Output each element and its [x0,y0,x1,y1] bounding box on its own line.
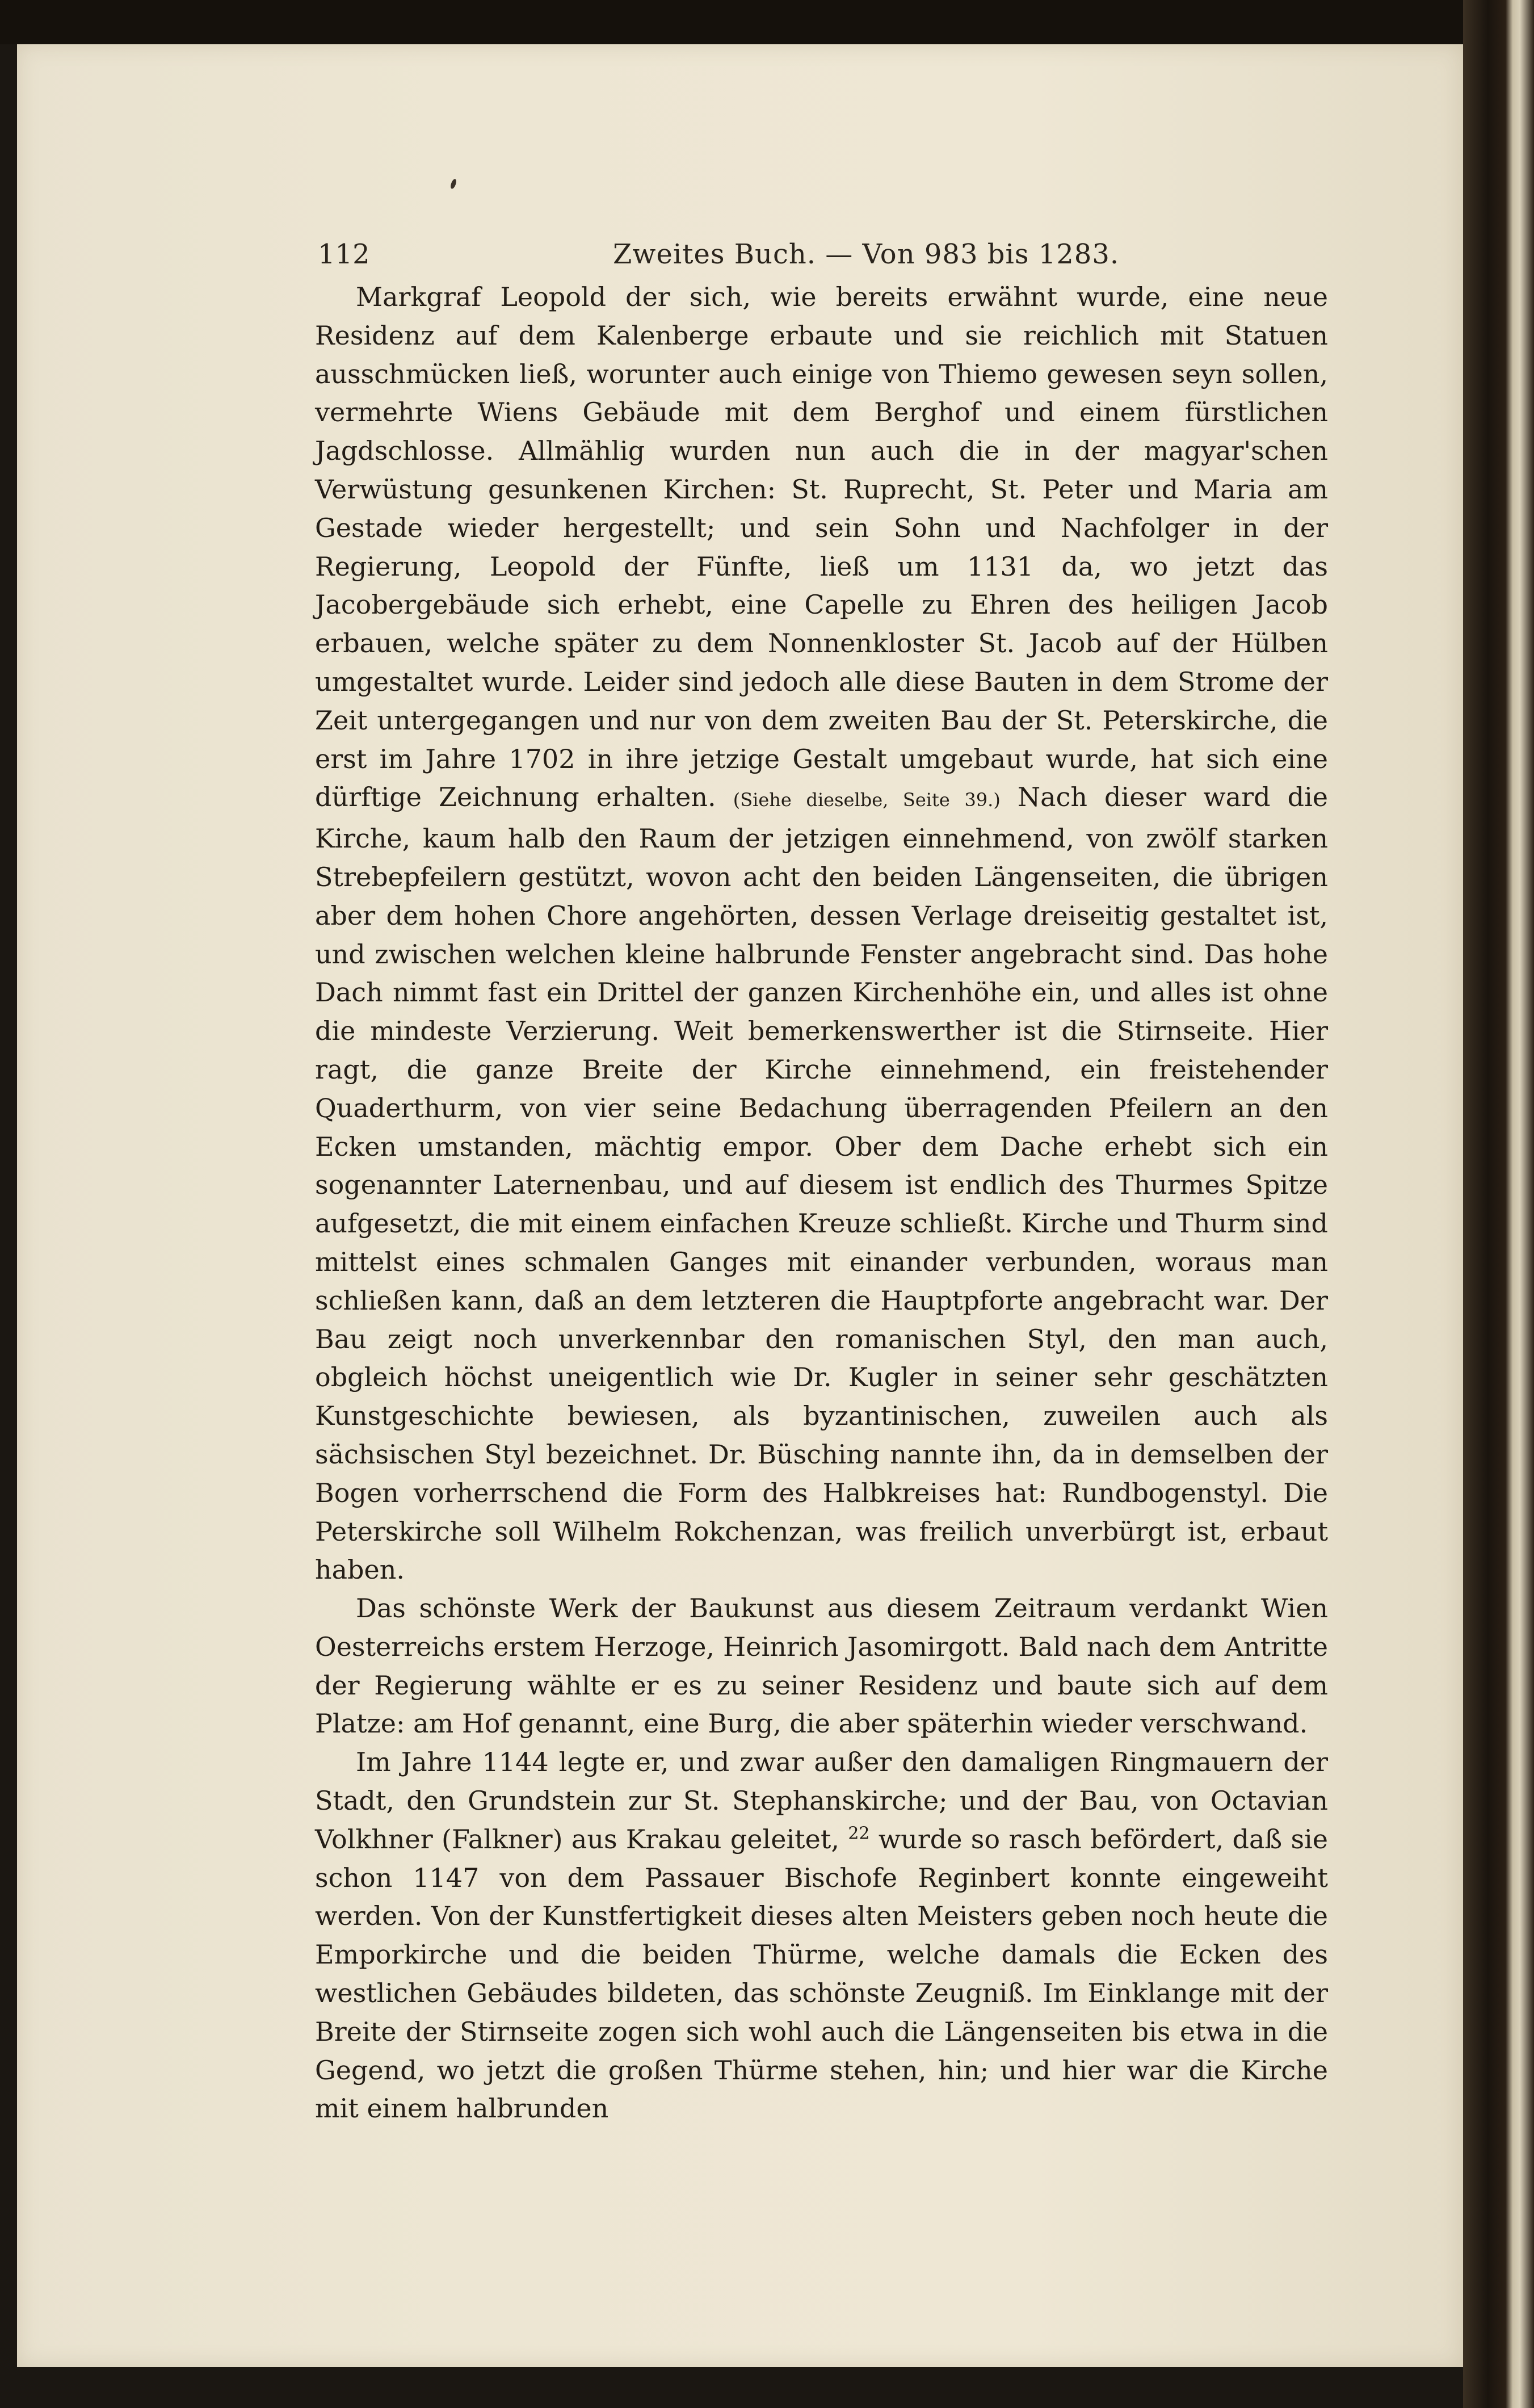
page-edge-gutter [1463,0,1534,2408]
paragraph-text: Markgraf Leopold der sich, wie bereits erwähnt wurde, eine neue Residenz auf dem Kalenberge erbaute und sie reichlich mit Statuen ausschmücken ließ, worunter auch einige von Thiemo gewesen seyn sollen, vermehrte Wiens Gebäude mit dem Berghof und einem fürstlichen Jagdschlosse. Allmählig wurden nun auch die in der magyar'schen Verwüstung gesunkenen Kirchen: St. Ruprecht, St. Peter und Maria am Gestade wieder hergestellt; und sein Sohn und Nachfolger in der Regierung, Leopold der Fünfte, ließ um 1131 da, wo jetzt das Jacobergebäude sich erhebt, eine Capelle zu Ehren des heiligen Jacob erbauen, welche später zu dem Nonnenkloster St. Jacob auf der Hülben umgestaltet wurde. Leider sind jedoch alle diese Bauten in dem Strome der Zeit untergegangen und nur von dem zweiten Bau der St. Peterskirche, die erst im Jahre 1702 in ihre jetzige Gestalt umgebaut wurde, hat sich eine dürftige Zeichnung erhalten. [315,282,1328,813]
paragraph-text: Im Jahre 1144 legte er, und zwar außer den damaligen Ringmauern der Stadt, den Grundstein zur St. Stephanskirche; und der Bau, von Octavian Volkhner (Falkner) aus Krakau geleitet, [315,1747,1328,1855]
page-header [318,238,1317,278]
paragraph-text: Nach dieser ward die Kirche, kaum halb den Raum der jetzigen einnehmend, von zwölf starken Strebepfeilern gestützt, wovon acht den beiden Längenseiten, die übrigen aber dem hohen Chore angehörten, dessen Verlage dreiseitig gestaltet ist, und zwischen welchen kleine halbrunde Fenster angebracht sind. Das hohe Dach nimmt fast ein Drittel der ganzen Kirchenhöhe ein, und alles ist ohne die mindeste Verzierung. Weit bemerkenswerther ist die Stirnseite. Hier ragt, die ganze Breite der Kirche einnehmend, ein freistehender Quaderthurm, von vier seine Bedachung überragenden Pfeilern an den Ecken umstanden, mächtig empor. Ober dem Dache erhebt sich ein sogenannter Laternenbau, und auf diesem ist endlich des Thurmes Spitze aufgesetzt, die mit einem einfachen Kreuze schließt. Kirche und Thurm sind mittelst eines schmalen Ganges mit einander verbunden, woraus man schließen kann, daß an dem letzteren die Hauptpforte angebracht war. Der Bau zeigt noch unverkennbar den romanischen Styl, den man auch, obgleich höchst uneigentlich wie Dr. Kugler in seiner sehr geschätzten Kunstgeschichte bewiesen, als byzantinischen, zuweilen auch als sächsischen Styl bezeichnet. Dr. Büsching nannte ihn, da in demselben der Bogen vorherrschend die Form des Halbkreises hat: Rundbogenstyl. Die Peterskirche soll Wilhelm Rokchenzan, was freilich unverbürgt ist, erbaut haben. [315,782,1329,1585]
paragraph [315,1743,1328,2128]
paragraph: Das schönste Werk der Baukunst aus diesem Zeitraum verdankt Wien Oesterreichs erstem Herzoge, Heinrich Jasomirgott. Bald nach dem Antritte der Regierung wählte er es zu seiner Residenz und baute sich auf dem Platze: am Hof genannt, eine Burg, die aber späterhin wieder verschwand. [315,1593,1328,1739]
body-text [315,278,1328,2128]
paragraph [315,278,1328,1589]
top-edge [0,0,1534,44]
footnote-marker: 22 [848,1823,870,1844]
running-title: Zweites Buch. — Von 983 bis 1283. [613,238,1120,270]
paragraph-text: wurde so rasch befördert, daß sie schon 1147 von dem Passauer Bischofe Reginbert konnte eingeweiht werden. Von der Kunstfertigkeit dieses alten Meisters geben noch heute die Emporkirche und die beiden Thürme, welche damals die Ecken des westlichen Gebäudes bildeten, das schönste Zeugniß. Im Einklange mit der Breite der Stirnseite zogen sich wohl auch die Längenseiten bis etwa in die Gegend, wo jetzt die großen Thürme stehen, hin; und hier war die Kirche mit einem halbrunden [315,1823,1328,2124]
page-number: 112 [318,238,370,270]
cross-reference: (Siehe dieselbe, Seite 39.) [733,789,1001,811]
